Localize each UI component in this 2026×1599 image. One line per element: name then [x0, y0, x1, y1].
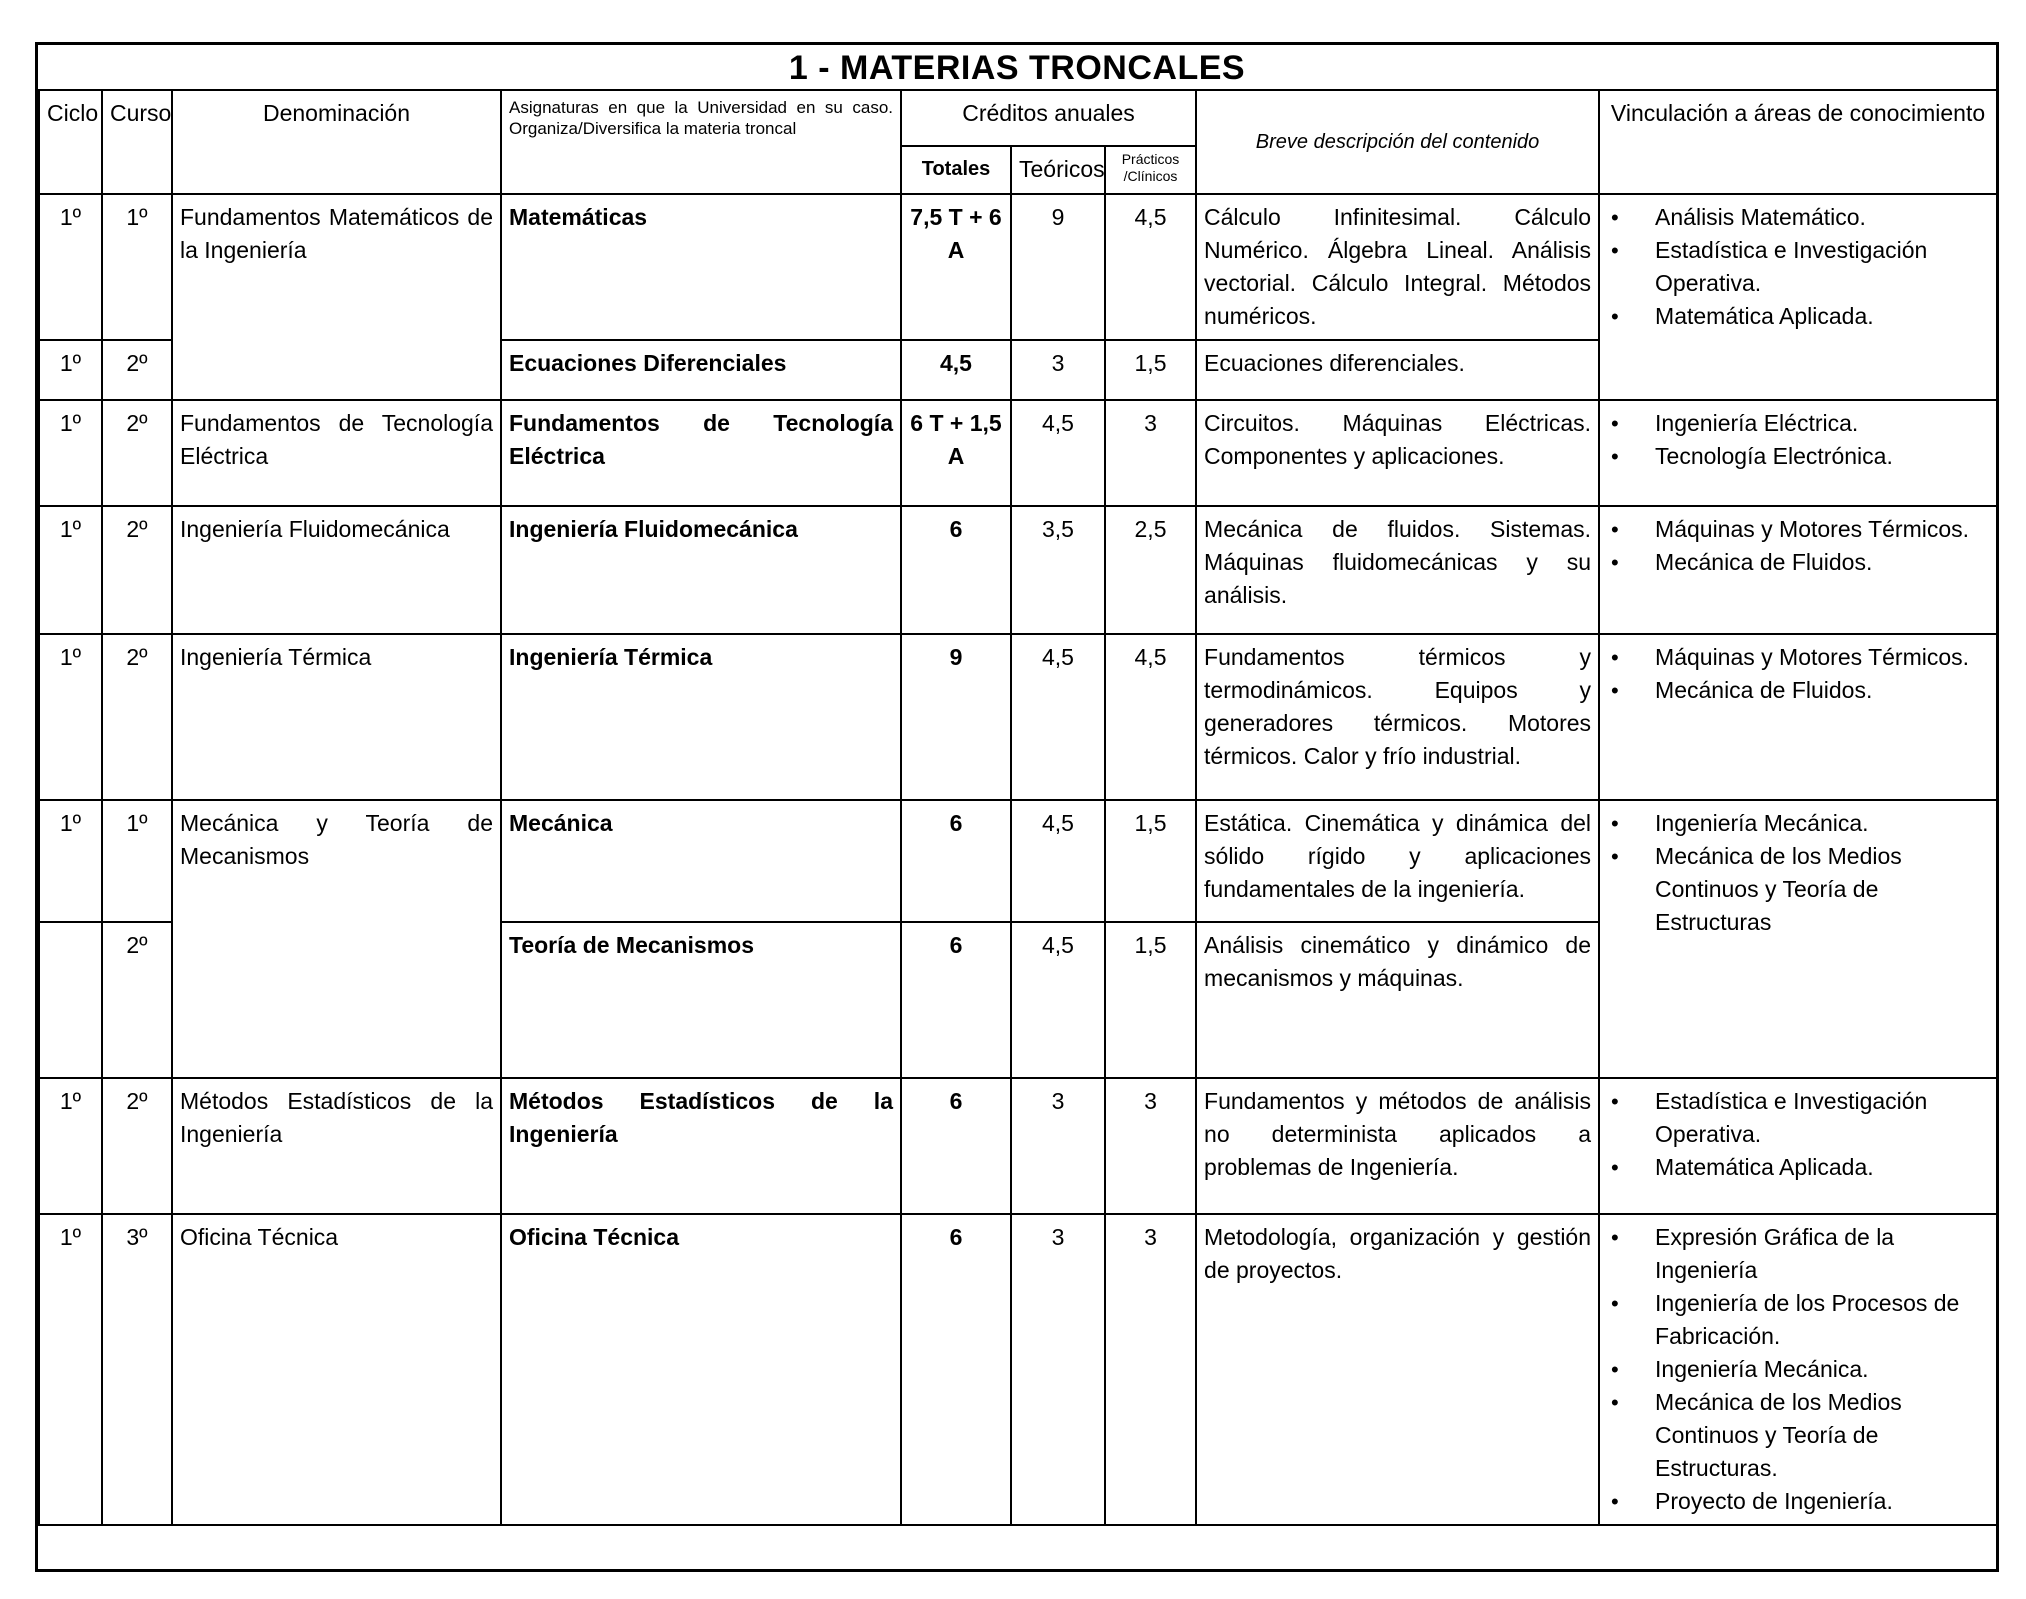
areas-list — [1607, 201, 1989, 333]
table-row — [39, 800, 1997, 922]
header-ciclo: Ciclo — [39, 90, 102, 194]
header-asignaturas: Asignaturas en que la Universidad en su caso. Organiza/Diversifica la materia troncal — [501, 90, 901, 194]
area-item: • Matemática Aplicada. — [1655, 300, 1989, 333]
area-item: • Máquinas y Motores Térmicos. — [1655, 641, 1989, 674]
denominacion-cell: Ingeniería Térmica — [172, 634, 501, 800]
curso-cell: 3º — [102, 1214, 172, 1525]
areas-cell — [1599, 634, 1997, 800]
totales-cell: 6 T + 1,5 A — [901, 400, 1011, 506]
header-teoricos: Teóricos — [1011, 146, 1105, 194]
area-item: • Ingeniería Mecánica. — [1655, 807, 1989, 840]
table-row — [39, 634, 1997, 800]
practicos-cell: 1,5 — [1105, 922, 1196, 1078]
practicos-cell: 1,5 — [1105, 340, 1196, 400]
asignatura-cell: Métodos Estadísticos de la Ingeniería — [501, 1078, 901, 1214]
areas-cell — [1599, 1078, 1997, 1214]
curso-cell: 2º — [102, 400, 172, 506]
descripcion-cell: Mecánica de fluidos. Sistemas. Máquinas fluidomecánicas y su análisis. — [1196, 506, 1599, 634]
area-item: • Mecánica de Fluidos. — [1655, 674, 1989, 707]
areas-cell — [1599, 400, 1997, 506]
ciclo-cell: 1º — [39, 800, 102, 922]
ciclo-cell: 1º — [39, 194, 102, 340]
curso-cell: 2º — [102, 1078, 172, 1214]
teoricos-cell: 4,5 — [1011, 634, 1105, 800]
ciclo-cell — [39, 922, 102, 1078]
table-row — [39, 1078, 1997, 1214]
descripcion-cell: Análisis cinemático y dinámico de mecanismos y máquinas. — [1196, 922, 1599, 1078]
areas-list — [1607, 407, 1989, 473]
curso-cell: 2º — [102, 506, 172, 634]
areas-list — [1607, 1221, 1989, 1518]
areas-list — [1607, 641, 1989, 707]
practicos-cell: 3 — [1105, 1078, 1196, 1214]
page-title: 1 - MATERIAS TRONCALES — [788, 49, 1246, 87]
document-frame — [35, 42, 1999, 1572]
totales-cell: 6 — [901, 1078, 1011, 1214]
areas-list — [1607, 1085, 1989, 1184]
teoricos-cell: 4,5 — [1011, 400, 1105, 506]
asignatura-cell: Ecuaciones Diferenciales — [501, 340, 901, 400]
asignatura-cell: Matemáticas — [501, 194, 901, 340]
denominacion-cell: Métodos Estadísticos de la Ingeniería — [172, 1078, 501, 1214]
ciclo-cell: 1º — [39, 1078, 102, 1214]
descripcion-cell: Cálculo Infinitesimal. Cálculo Numérico. Álgebra Lineal. Análisis vectorial. Cálculo Integral. Métodos numéricos. — [1196, 194, 1599, 340]
practicos-cell: 4,5 — [1105, 634, 1196, 800]
totales-cell: 6 — [901, 922, 1011, 1078]
areas-cell — [1599, 506, 1997, 634]
practicos-cell: 4,5 — [1105, 194, 1196, 340]
ciclo-cell: 1º — [39, 400, 102, 506]
header-creditos: Créditos anuales — [901, 90, 1196, 146]
asignatura-cell: Mecánica — [501, 800, 901, 922]
asignatura-cell: Fundamentos de Tecnología Eléctrica — [501, 400, 901, 506]
practicos-cell: 2,5 — [1105, 506, 1196, 634]
teoricos-cell: 4,5 — [1011, 922, 1105, 1078]
asignatura-cell: Ingeniería Fluidomecánica — [501, 506, 901, 634]
area-item: • Estadística e Investigación Operativa. — [1655, 1085, 1989, 1151]
area-item: • Proyecto de Ingeniería. — [1655, 1485, 1989, 1518]
descripcion-cell: Metodología, organización y gestión de proyectos. — [1196, 1214, 1599, 1525]
curso-cell: 1º — [102, 800, 172, 922]
area-item: • Mecánica de los Medios Continuos y Teoría de Estructuras. — [1655, 1386, 1989, 1485]
teoricos-cell: 9 — [1011, 194, 1105, 340]
curso-cell: 2º — [102, 634, 172, 800]
table-body — [39, 194, 1997, 1525]
descripcion-cell: Estática. Cinemática y dinámica del sólido rígido y aplicaciones fundamentales de la ingeniería. — [1196, 800, 1599, 922]
teoricos-cell: 3 — [1011, 340, 1105, 400]
curso-cell: 1º — [102, 194, 172, 340]
table-row — [39, 506, 1997, 634]
asignatura-cell: Oficina Técnica — [501, 1214, 901, 1525]
area-item: • Máquinas y Motores Térmicos. — [1655, 513, 1989, 546]
area-item: • Ingeniería Mecánica. — [1655, 1353, 1989, 1386]
areas-cell — [1599, 1214, 1997, 1525]
area-item: • Tecnología Electrónica. — [1655, 440, 1989, 473]
totales-cell: 7,5 T + 6 A — [901, 194, 1011, 340]
areas-cell — [1599, 800, 1997, 1078]
areas-list — [1607, 807, 1989, 939]
table-row — [39, 400, 1997, 506]
totales-cell: 6 — [901, 506, 1011, 634]
area-item: • Matemática Aplicada. — [1655, 1151, 1989, 1184]
denominacion-cell: Oficina Técnica — [172, 1214, 501, 1525]
descripcion-cell: Ecuaciones diferenciales. — [1196, 340, 1599, 400]
practicos-cell: 3 — [1105, 400, 1196, 506]
practicos-cell: 1,5 — [1105, 800, 1196, 922]
practicos-cell: 3 — [1105, 1214, 1196, 1525]
totales-cell: 6 — [901, 800, 1011, 922]
ciclo-cell: 1º — [39, 1214, 102, 1525]
curso-cell: 2º — [102, 922, 172, 1078]
header-curso: Curso — [102, 90, 172, 194]
teoricos-cell: 4,5 — [1011, 800, 1105, 922]
denominacion-cell: Fundamentos de Tecnología Eléctrica — [172, 400, 501, 506]
curso-cell: 2º — [102, 340, 172, 400]
area-item: • Análisis Matemático. — [1655, 201, 1989, 234]
areas-cell — [1599, 194, 1997, 400]
area-item: • Ingeniería de los Procesos de Fabricación. — [1655, 1287, 1989, 1353]
totales-cell: 4,5 — [901, 340, 1011, 400]
asignatura-cell: Teoría de Mecanismos — [501, 922, 901, 1078]
area-item: • Estadística e Investigación Operativa. — [1655, 234, 1989, 300]
area-item: • Expresión Gráfica de la Ingeniería — [1655, 1221, 1989, 1287]
denominacion-cell: Mecánica y Teoría de Mecanismos — [172, 800, 501, 1078]
totales-cell: 9 — [901, 634, 1011, 800]
header-denominacion: Denominación — [172, 90, 501, 194]
header-descripcion: Breve descripción del contenido — [1196, 90, 1599, 194]
descripcion-cell: Fundamentos y métodos de análisis no determinista aplicados a problemas de Ingeniería. — [1196, 1078, 1599, 1214]
teoricos-cell: 3,5 — [1011, 506, 1105, 634]
table-row — [39, 1214, 1997, 1525]
descripcion-cell: Fundamentos térmicos y termodinámicos. Equipos y generadores térmicos. Motores térmicos. Calor y frío industrial. — [1196, 634, 1599, 800]
areas-list — [1607, 513, 1989, 579]
teoricos-cell: 3 — [1011, 1078, 1105, 1214]
area-item: • Mecánica de los Medios Continuos y Teoría de Estructuras — [1655, 840, 1989, 939]
descripcion-cell: Circuitos. Máquinas Eléctricas. Componentes y aplicaciones. — [1196, 400, 1599, 506]
header-totales: Totales — [901, 146, 1011, 194]
ciclo-cell: 1º — [39, 506, 102, 634]
table-row — [39, 194, 1997, 340]
area-item: • Mecánica de Fluidos. — [1655, 546, 1989, 579]
teoricos-cell: 3 — [1011, 1214, 1105, 1525]
denominacion-cell: Ingeniería Fluidomecánica — [172, 506, 501, 634]
header-vinculacion: Vinculación a áreas de conocimiento — [1599, 90, 1997, 194]
area-item: • Ingeniería Eléctrica. — [1655, 407, 1989, 440]
totales-cell: 6 — [901, 1214, 1011, 1525]
asignatura-cell: Ingeniería Térmica — [501, 634, 901, 800]
ciclo-cell: 1º — [39, 340, 102, 400]
denominacion-cell: Fundamentos Matemáticos de la Ingeniería — [172, 194, 501, 400]
ciclo-cell: 1º — [39, 634, 102, 800]
header-practicos: Prácticos /Clínicos — [1105, 146, 1196, 194]
materias-table — [38, 89, 1998, 1526]
header-row — [39, 90, 1997, 146]
